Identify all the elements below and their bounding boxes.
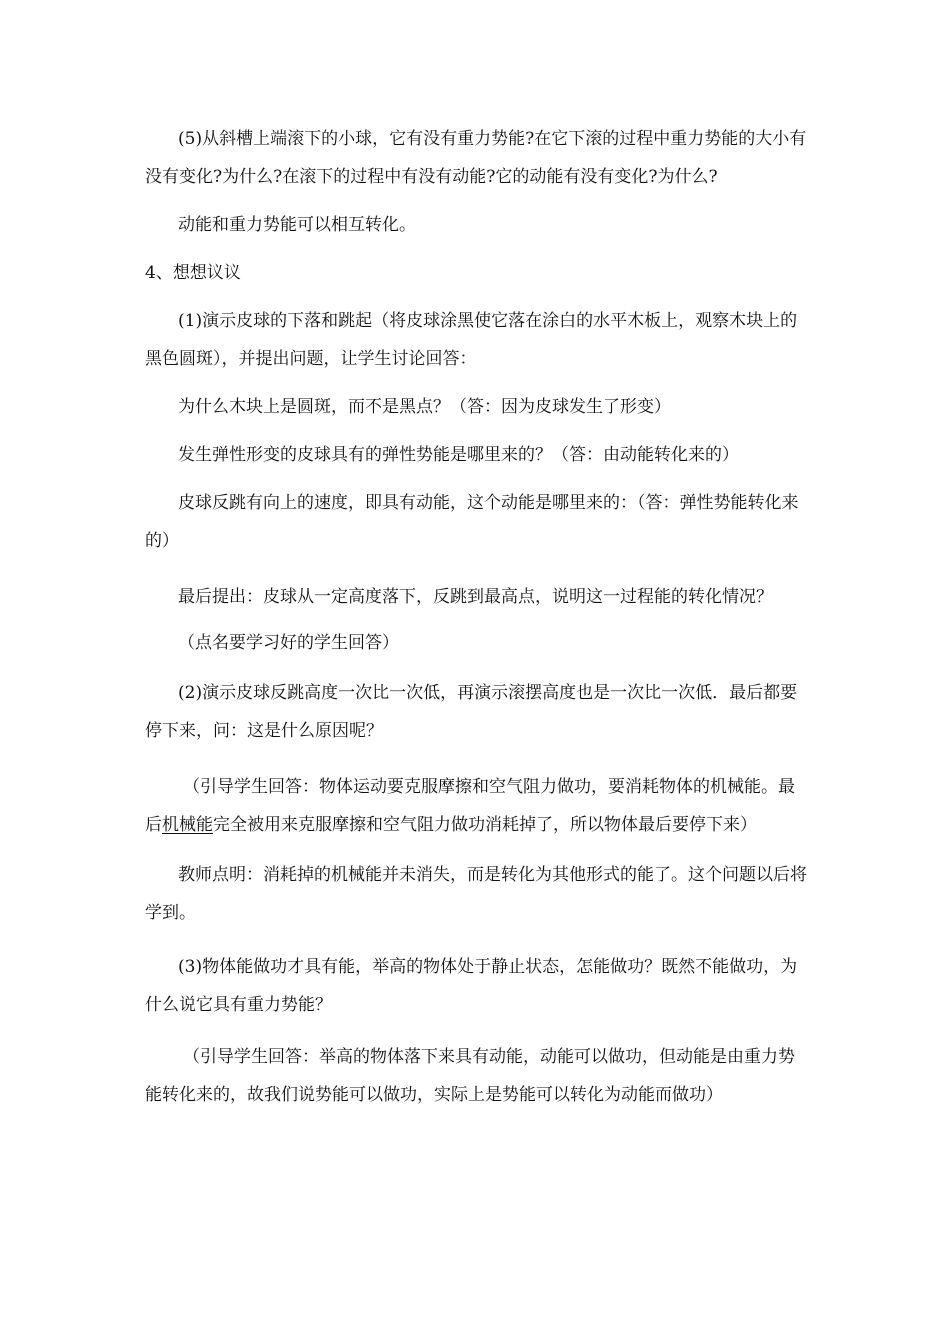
- section-heading-discuss: 4、想想议议: [145, 263, 241, 283]
- paragraph-answer-elastic: 发生弹性形变的皮球具有的弹性势能是哪里来的？（答：由动能转化来的）: [178, 445, 739, 465]
- paragraph-energy-conversion: 动能和重力势能可以相互转化。: [178, 215, 416, 235]
- paragraph-teacher-note: 教师点明：消耗掉的机械能并未消失，而是转化为其他形式的能了。这个问题以后将学到。: [145, 865, 807, 923]
- paragraph-demo-1: (1)演示皮球的下落和跳起（将皮球涂黑使它落在涂白的水平木板上，观察木块上的黑色圆斑），并提出问题，让学生讨论回答：: [145, 311, 798, 369]
- paragraph-question-5: (5)从斜槽上端滚下的小球，它有没有重力势能?在它下滚的过程中重力势能的大小有没有变化?为什么?在滚下的过程中有没有动能?它的动能有没有变化?为什么?: [145, 129, 807, 187]
- guide-friction-text-before: （引导学生回答：物体运动要克服摩擦和空气阻力做功，要消耗物体的机械能。最后: [145, 777, 795, 835]
- paragraph-final-question: 最后提出：皮球从一定高度落下，反跳到最高点，说明这一过程能的转化情况？: [178, 587, 773, 607]
- paragraph-answer-rebound: 皮球反跳有向上的速度，即具有动能，这个动能是哪里来的：（答：弹性势能转化来的）: [145, 493, 799, 551]
- mechanical-energy-link[interactable]: 机械能: [162, 815, 213, 835]
- paragraph-guide-friction: [145, 768, 810, 844]
- guide-friction-text-after: 完全被用来克服摩擦和空气阻力做功消耗掉了，所以物体最后要停下来）: [213, 815, 757, 835]
- paragraph-guide-potential: （引导学生回答：举高的物体落下来具有动能，动能可以做功，但动能是由重力势能转化来的，故我们说势能可以做功，实际上是势能可以转化为动能而做功）: [145, 1047, 795, 1105]
- paragraph-demo-2: (2)演示皮球反跳高度一次比一次低，再演示滚摆高度也是一次比一次低．最后都要停下来，问：这是什么原因呢？: [145, 683, 798, 741]
- paragraph-question-3: (3)物体能做功才具有能，举高的物体处于静止状态，怎能做功？既然不能做功，为什么说它具有重力势能？: [145, 957, 798, 1015]
- paragraph-answer-spot: 为什么木块上是圆斑，而不是黑点？（答：因为皮球发生了形变）: [178, 397, 671, 417]
- paragraph-call-student: （点名要学习好的学生回答）: [178, 633, 399, 653]
